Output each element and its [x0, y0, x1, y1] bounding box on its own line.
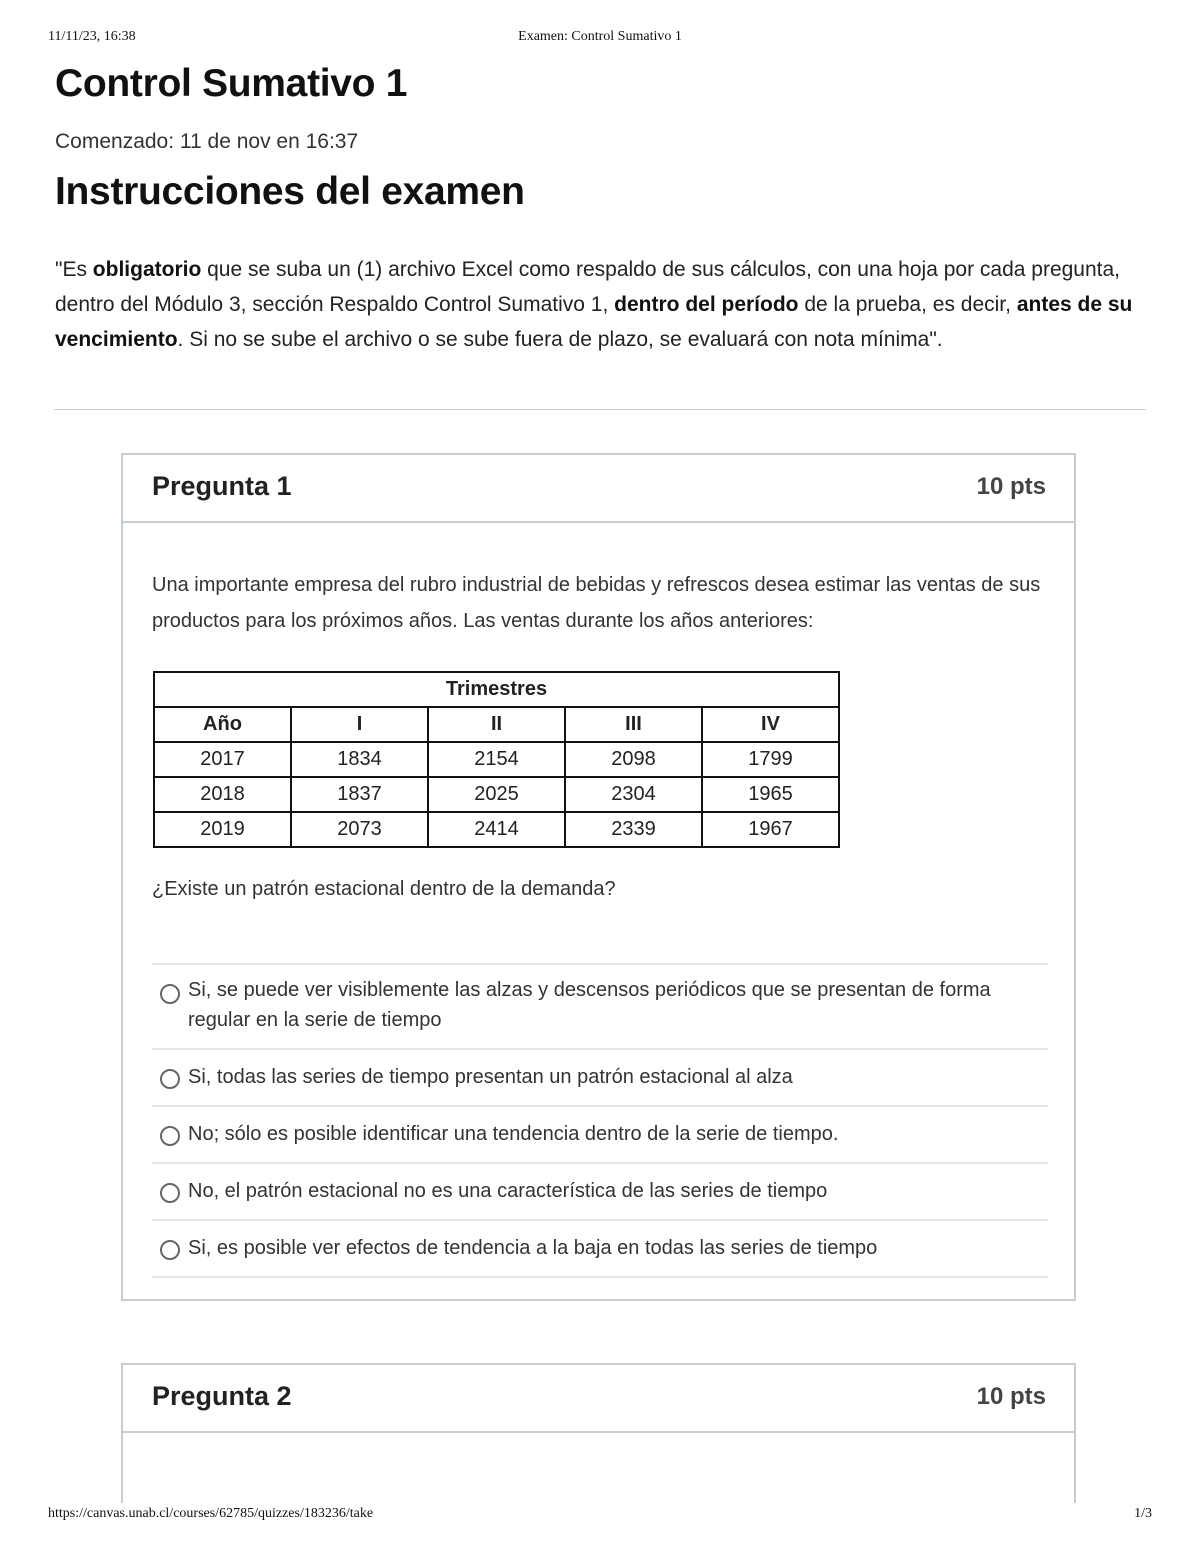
question-title: Pregunta 1	[152, 471, 292, 501]
table-header-row	[154, 707, 839, 742]
answer-option-2[interactable]	[152, 1050, 1048, 1107]
radio-button-icon[interactable]	[160, 1240, 180, 1260]
question-1	[121, 453, 1076, 1301]
table-cell: 1965	[702, 777, 839, 812]
question-header	[123, 1365, 1074, 1433]
sales-table	[153, 671, 840, 848]
print-url: https://canvas.unab.cl/courses/62785/quizzes/183236/take	[48, 1506, 374, 1521]
answer-option-3[interactable]	[152, 1107, 1048, 1164]
table-header-cell: IV	[702, 707, 839, 742]
table-cell: 2414	[428, 812, 565, 847]
table-cell: 1837	[291, 777, 428, 812]
table-cell: 2017	[154, 742, 291, 777]
table-cell: 1967	[702, 812, 839, 847]
table-header-cell: III	[565, 707, 702, 742]
table-group-header: Trimestres	[154, 672, 839, 707]
radio-button-icon[interactable]	[160, 1126, 180, 1146]
answer-label: No; sólo es posible identificar una tendencia dentro de la serie de tiempo.	[188, 1123, 839, 1145]
print-page-number: 1/3	[1134, 1506, 1152, 1521]
table-header-cell: Año	[154, 707, 291, 742]
print-doc-title: Examen: Control Sumativo 1	[518, 29, 682, 44]
table-cell: 1799	[702, 742, 839, 777]
question-title: Pregunta 2	[152, 1381, 292, 1411]
answer-option-4[interactable]	[152, 1164, 1048, 1221]
answer-list	[152, 963, 1048, 1278]
answer-label: Si, todas las series de tiempo presentan un patrón estacional al alza	[188, 1066, 793, 1088]
print-header	[48, 29, 1152, 49]
table-cell: 2018	[154, 777, 291, 812]
table-cell: 2339	[565, 812, 702, 847]
answer-option-1[interactable]	[152, 965, 1048, 1050]
table-cell: 2098	[565, 742, 702, 777]
table-cell: 2019	[154, 812, 291, 847]
answer-label: Si, se puede ver visiblemente las alzas y descensos periódicos que se presentan de forma regular en la serie de tiempo	[188, 979, 991, 1031]
radio-button-icon[interactable]	[160, 1183, 180, 1203]
table-header-cell: II	[428, 707, 565, 742]
table-row	[154, 812, 839, 847]
answer-label: No, el patrón estacional no es una característica de las series de tiempo	[188, 1180, 828, 1202]
page-title: Control Sumativo 1	[55, 62, 408, 105]
answer-label: Si, es posible ver efectos de tendencia a la baja en todas las series de tiempo	[188, 1237, 878, 1259]
divider	[54, 409, 1146, 410]
print-footer	[48, 1506, 1152, 1526]
question-prompt: ¿Existe un patrón estacional dentro de la demanda?	[152, 878, 616, 900]
table-row	[154, 777, 839, 812]
table-row	[154, 742, 839, 777]
question-2	[121, 1363, 1076, 1503]
radio-button-icon[interactable]	[160, 1069, 180, 1089]
table-cell: 2304	[565, 777, 702, 812]
table-cell: 2073	[291, 812, 428, 847]
question-header	[123, 455, 1074, 523]
question-text: Una importante empresa del rubro industrial de bebidas y refrescos desea estimar las ventas de sus productos para los próximos años. Las ventas durante los años anteriores:	[152, 574, 1041, 632]
instructions-text: "Es obligatorio que se suba un (1) archivo Excel como respaldo de sus cálculos, con una hoja por cada pregunta, dentro del Módulo 3, sección Respaldo Control Sumativo 1, dentro del período de la prueba, es decir, antes de su vencimiento. Si no se sube el archivo o se sube fuera de plazo, se evaluará con nota mínima".	[55, 258, 1133, 351]
table-cell: 2025	[428, 777, 565, 812]
table-header-cell: I	[291, 707, 428, 742]
instructions-title: Instrucciones del examen	[55, 170, 525, 213]
table-cell: 2154	[428, 742, 565, 777]
question-points: 10 pts	[976, 1383, 1046, 1410]
started-timestamp: Comenzado: 11 de nov en 16:37	[55, 130, 359, 153]
answer-option-5[interactable]	[152, 1221, 1048, 1278]
radio-button-icon[interactable]	[160, 984, 180, 1004]
print-datetime: 11/11/23, 16:38	[48, 29, 136, 44]
table-cell: 1834	[291, 742, 428, 777]
question-points: 10 pts	[976, 473, 1046, 500]
